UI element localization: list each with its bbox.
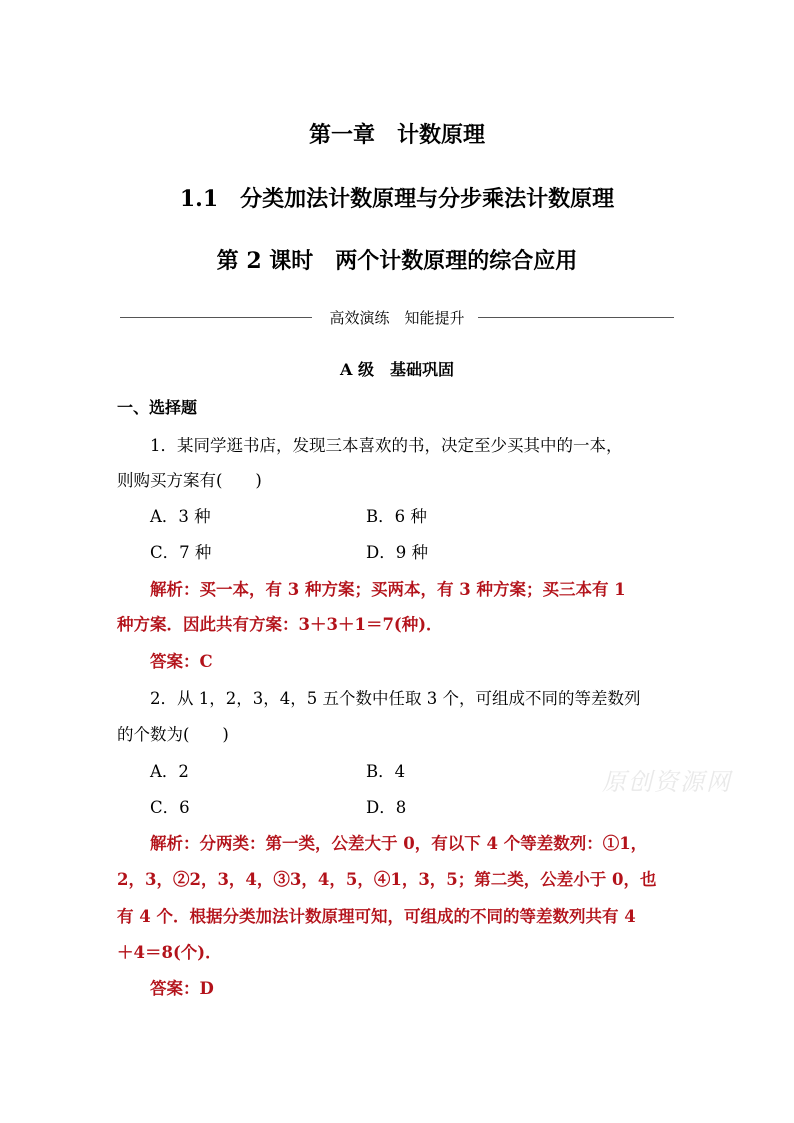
q2-answer-value: ：D bbox=[183, 979, 214, 998]
q2-analysis-line3: 有 4 个．根据分类加法计数原理可知，可组成的不同的等差数列共有 4 bbox=[117, 907, 636, 926]
section-title: 1.1 分类加法计数原理与分步乘法计数原理 bbox=[179, 186, 615, 212]
q1-stem-line1: 1．某同学逛书店，发现三本喜欢的书，决定至少买其中的一本， bbox=[150, 436, 623, 455]
watermark-logo: 原创资源网 bbox=[602, 768, 732, 796]
q1-analysis-label: 解析 bbox=[150, 580, 183, 599]
q1-answer bbox=[150, 648, 213, 672]
q2-analysis-line4: ＋4＝8(个)． bbox=[117, 943, 222, 962]
chapter-title: 第一章 计数原理 bbox=[308, 122, 485, 148]
level-heading: A 级 基础巩固 bbox=[340, 360, 454, 379]
q1-option-a: A．3 种 bbox=[150, 507, 211, 526]
q2-analysis-line2: 2，3，②2，3，4，③3，4，5，④1，3，5；第二类，公差小于 0，也 bbox=[117, 870, 657, 889]
q1-analysis-line1 bbox=[150, 576, 626, 600]
q2-stem-line2: 的个数为( ) bbox=[117, 725, 229, 744]
practice-banner: 高效演练 知能提升 bbox=[329, 309, 465, 327]
q1-option-b: B．6 种 bbox=[366, 507, 427, 526]
q2-option-a: A．2 bbox=[150, 762, 189, 781]
q2-option-b: B．4 bbox=[366, 762, 406, 781]
q1-option-c: C．7 种 bbox=[150, 543, 212, 562]
q2-stem-line1: 2．从 1，2，3，4，5 五个数中任取 3 个，可组成不同的等差数列 bbox=[150, 689, 641, 708]
q2-analysis-label: 解析 bbox=[150, 834, 183, 853]
q1-analysis-text1: ：买一本，有 3 种方案；买两本，有 3 种方案；买三本有 1 bbox=[183, 580, 626, 599]
q2-analysis-line1 bbox=[150, 830, 647, 854]
q1-option-d: D．9 种 bbox=[366, 543, 428, 562]
lesson-title: 第 2 课时 两个计数原理的综合应用 bbox=[216, 248, 578, 274]
q1-stem-line2: 则购买方案有( ) bbox=[117, 471, 262, 490]
q2-answer bbox=[150, 975, 214, 999]
q1-analysis-line2: 种方案．因此共有方案：3＋3＋1＝7(种)． bbox=[117, 615, 443, 634]
q2-option-d: D．8 bbox=[366, 798, 407, 817]
q1-answer-value: ：C bbox=[183, 652, 213, 671]
question-type-heading: 一、选择题 bbox=[117, 398, 198, 417]
q2-option-c: C．6 bbox=[150, 798, 190, 817]
q1-answer-label: 答案 bbox=[150, 652, 183, 671]
q2-answer-label: 答案 bbox=[150, 979, 183, 998]
q2-analysis-text1: ：分两类：第一类，公差大于 0，有以下 4 个等差数列：①1， bbox=[183, 834, 648, 853]
